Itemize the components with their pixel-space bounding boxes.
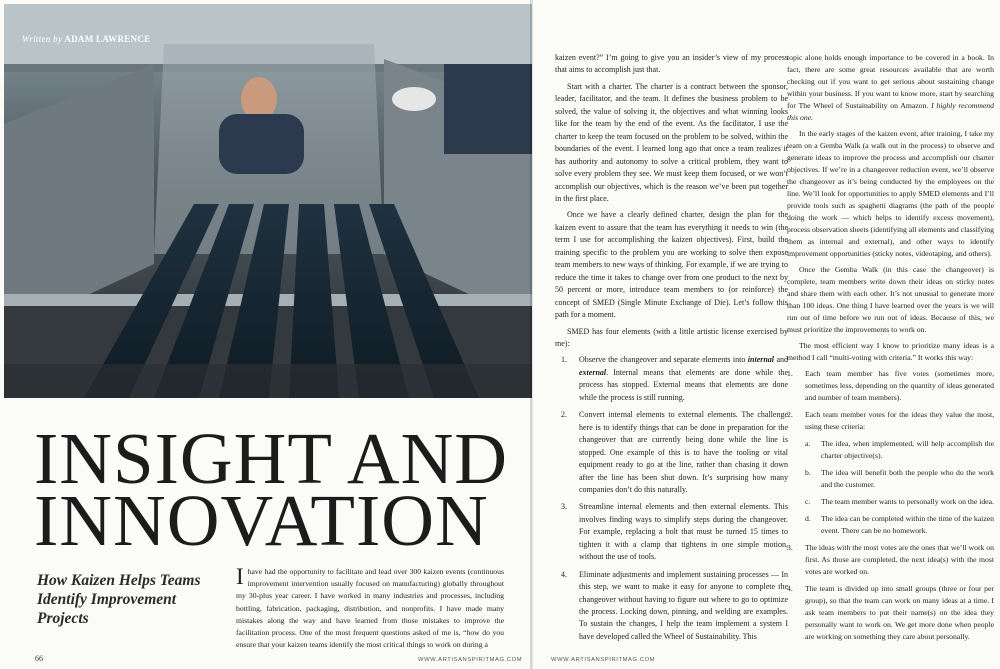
item-text: The team is divided up into small groups (three or four per group), so that the team can work on many ideas at a time. I ask team members to put their name(s) on the idea they personally want to work on. We get more done when people are working on something they care about personally. bbox=[805, 584, 994, 641]
column-2 bbox=[787, 52, 994, 648]
col1-paragraph-4: SMED has four elements (with a little artistic license exercised by me): bbox=[555, 326, 788, 348]
list-number: 3. bbox=[787, 543, 793, 552]
headline-line-1: INSIGHT AND bbox=[34, 418, 509, 499]
byline bbox=[22, 34, 150, 44]
col2-paragraph-2: In the early stages of the kaizen event, after training, I take my team on a Gemba Walk (a walk out in the process) to observe and generate ideas to improve the process and accomplish our charter objectives. If we’re in a changeover reduction event, we’ll observe the changeover as it’s being conducted by the employees on the line. We’ll look for opportunities to apply SMED elements and I’ll provide tools such as spaghetti diagrams (the path of the people doing the work — which helps to identify excess movement), process observation sheets (identifying all elements and classifying them as internal and external), and other ways to identify improvement opportunities (sticky notes, videotaping, and others). bbox=[787, 129, 994, 258]
factory-photo bbox=[4, 4, 532, 398]
item-emphasis-internal: internal bbox=[747, 355, 775, 365]
item-text: and bbox=[774, 355, 788, 365]
footer-url-right: WWW.ARTISANSPIRITMAG.COM bbox=[551, 657, 656, 663]
page-number: 66 bbox=[35, 654, 43, 663]
paragraph-text: topic alone holds enough importance to be covered in a book. In fact, there are some great resources available that are worth checking out if you want to get serious about sustaining change within your business. If you want to know more, start by searching for The Wheel of Sustainability on Amazon. bbox=[787, 53, 994, 110]
list-letter: c. bbox=[805, 497, 811, 506]
list-item bbox=[561, 569, 788, 644]
voting-list-continued bbox=[787, 542, 994, 643]
list-number: 1. bbox=[787, 369, 793, 378]
factory-conveyor-image bbox=[4, 4, 532, 398]
list-number: 1. bbox=[561, 355, 567, 365]
item-text: Observe the changeover and separate elements into bbox=[579, 355, 748, 365]
item-text: Each team member votes for the ideas they value the most, using these criteria: bbox=[805, 410, 994, 431]
byline-prefix: Written by bbox=[22, 34, 63, 44]
list-item bbox=[787, 438, 994, 462]
list-item bbox=[787, 496, 994, 508]
list-number: 2. bbox=[787, 410, 793, 419]
col1-paragraph-2: Start with a charter. The charter is a contract between the sponsor, leader, facilitator, and the team. It defines the business problem to be solved, the value of solving it, the objectives and what winning looks like for the team by the end of the event. As the facilitator, I use the charter to keep the team focused on the problem to be solved, within the boundaries of the event. I learned long ago that once a team realizes it has authority and autonomy to solve a critical problem, they want to solve every problem they see. We must keep them focused, or we won’t accomplish our objectives, which is the reason we’ve been put together in the first place. bbox=[555, 81, 788, 203]
list-number: 4. bbox=[787, 584, 793, 593]
list-letter: a. bbox=[805, 439, 811, 448]
list-item bbox=[787, 513, 994, 537]
list-letter: d. bbox=[805, 514, 811, 523]
list-item bbox=[787, 467, 994, 491]
list-letter: b. bbox=[805, 468, 811, 477]
col2-paragraph-1 bbox=[787, 52, 994, 124]
col1-paragraph-1: kaizen event?” I’m going to give you an insider’s view of my process that aims to accomplish just that. bbox=[555, 53, 788, 75]
headline-line-2: INNOVATION bbox=[34, 480, 489, 561]
list-number: 3. bbox=[561, 502, 567, 512]
item-text: The idea, when implemented, will help accomplish the charter objective(s). bbox=[821, 439, 994, 460]
list-item bbox=[561, 409, 788, 496]
byline-author: ADAM LAWRENCE bbox=[64, 34, 151, 44]
list-item bbox=[787, 583, 994, 643]
list-item bbox=[787, 409, 994, 433]
criteria-list bbox=[787, 438, 994, 537]
list-item bbox=[561, 354, 788, 404]
item-text: The ideas with the most votes are the ones that we’ll work on first. As those are completed, the next idea(s) with the most votes are worked on. bbox=[805, 543, 994, 576]
col2-paragraph-4: The most efficient way I know to prioritize many ideas is a method I call “multi-voting with criteria.” It works this way: bbox=[787, 341, 994, 362]
list-item bbox=[787, 368, 994, 404]
voting-list bbox=[787, 368, 994, 433]
item-text: The idea can be completed within the time of the kaizen event. There can be no homework. bbox=[821, 514, 994, 535]
paragraph-emphasis: I highly recommend this one. bbox=[787, 101, 994, 122]
item-text: Streamline internal elements and then external elements. This involves finding ways to simplify steps during the changeover. For example, replacing a bolt that must be turned 15 times to tighten it with a clamp that tightens in one simple motion, without the use of tools. bbox=[579, 502, 788, 562]
drop-cap: I bbox=[236, 564, 244, 589]
column-1 bbox=[555, 52, 788, 648]
item-text: . Internal means that elements are done while the process has stopped. External means that elements are done while the process is still running. bbox=[579, 367, 788, 402]
item-text: Each team member has five votes (sometimes more, sometimes less, depending on the quantity of ideas generated and number of team members). bbox=[805, 369, 994, 402]
item-text: Eliminate adjustments and implement sustaining processes — In this step, we want to make it easy for anyone to complete the changeover without having to figure out where to go to optimize the process. Locking down, pinning, and welding are examples. To sustain the changes, I help the team implement a system I have developed called the Wheel of Sustainability. This bbox=[579, 569, 788, 641]
item-text: Convert internal elements to external elements. The challenge here is to identify things that can be done in preparation for the changeover that are currently being done while the line is stopped. One example of this is to have the tooling or vital equipment ready to go at the line, rather than chasing it down after the line has been shut down. It’s surprising how many companies don’t do this naturally. bbox=[579, 410, 788, 494]
col2-paragraph-3: Once the Gemba Walk (in this case the changeover) is complete, team members write down their ideas on sticky notes and share them with each other. It’s not unusual to generate more than 100 ideas. One thing I have learned over the years is we will run out of time before we run out of ideas. Because of this, we must prioritize the improvements to work on. bbox=[787, 265, 994, 334]
list-number: 2. bbox=[561, 410, 567, 420]
smed-list bbox=[555, 354, 788, 643]
col1-paragraph-3: Once we have a clearly defined charter, design the plan for the kaizen event to assure that the team has everything it needs to win (the term I use for accomplishing the kaizen objectives). First, build the training specific to the problem you are working to solve then expose team members to new ways of thinking. For example, if we are trying to reduce the time it takes to change over from one product to the next by 50 percent or more, introduce team members to (or reinforce) the concept of SMED (Single Minute Exchange of Die). Let’s follow this path for a moment. bbox=[555, 210, 788, 320]
item-emphasis-external: external bbox=[579, 367, 607, 377]
intro-paragraph bbox=[236, 566, 504, 651]
item-text: The team member wants to personally work on the idea. bbox=[821, 497, 994, 506]
list-number: 4. bbox=[561, 569, 567, 579]
intro-text: have had the opportunity to facilitate and lead over 300 kaizen events (continuous improvement intervention usually focused on manufacturing) globally throughout my 30-plus year career. I have worked in many industries and processes, including bottling, fabrication, packaging, distribution, and nonprofits. I have made many mistakes along the way and have learned from those mistakes to improve the facilitation process. One of the most frequent questions asked of me is, “how do you ensure that your kaizen teams identify the most critical things to work on during a bbox=[236, 567, 504, 650]
list-item bbox=[787, 542, 994, 578]
item-text: The idea will benefit both the people who do the work and the customer. bbox=[821, 468, 994, 489]
list-item bbox=[561, 501, 788, 563]
article-subhead: How Kaizen Helps Teams Identify Improvement Projects bbox=[37, 572, 201, 627]
footer-url-left: WWW.ARTISANSPIRITMAG.COM bbox=[418, 657, 523, 663]
article-headline bbox=[34, 418, 534, 561]
